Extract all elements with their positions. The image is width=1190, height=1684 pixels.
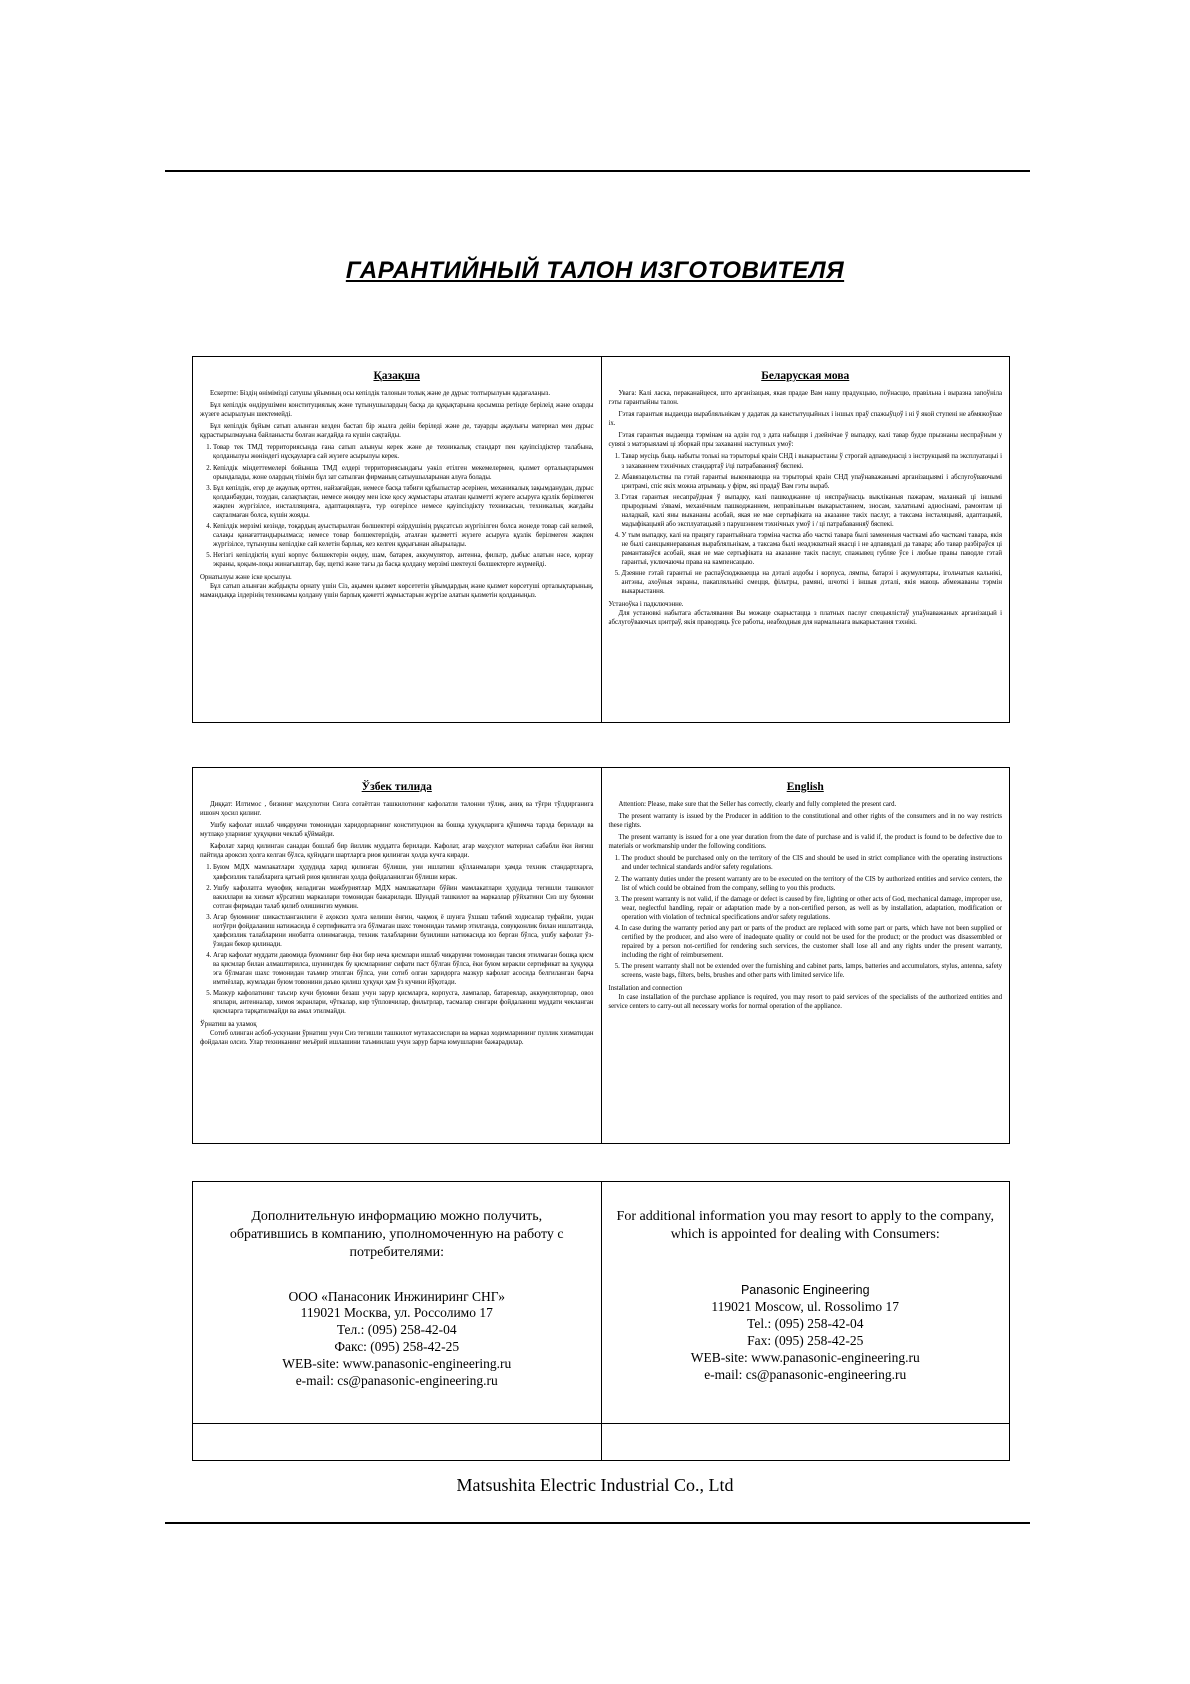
- company-website: WEB-site: www.panasonic-engineering.ru: [282, 1356, 512, 1372]
- company-website: WEB-site: www.panasonic-engineering.ru: [690, 1349, 920, 1365]
- install-title: Орнатылуы және іске қосылуы.: [200, 573, 292, 581]
- condition-item: 1. The product should be purchased only on the territory of the CIS and should be used in strict compliance with the operating instructions and under technical standards and/or safety regulations.: [622, 854, 1003, 872]
- bottom-rule: [165, 1522, 1030, 1524]
- install-text: Бұл сатып алынған жабдықты орнату үшін Сіз, ақымен қызмет көрсететін ұйымдардың және қызмет көрсетуші орталықтарының, мамандыққа ілдерінің техникамы қолдану үшін барлық қажетті жұмыстарын жүргізе алатын қызметін қолданыңыз.: [200, 582, 594, 599]
- section-heading: Ўзбек тилида: [361, 781, 432, 793]
- company-email: e-mail: cs@panasonic-engineering.ru: [704, 1366, 907, 1382]
- intro-paragraph: Гэтая гарантыя выдаецца тэрмінам на адзін год з дата набыцця і дзейнічае ў выпадку, калі тавар будзе прызнаны неспраўным у сувязі з матэрыяламі ці зборкай пры захаванні наступных умоў:: [608, 432, 1002, 449]
- intro-paragraph: The present warranty is issued for a one year duration from the date of purchase and is valid if, the product is found to be defective due to materials or workmanship under the following conditions.: [608, 834, 1002, 851]
- condition-item: 4. У тым выпадку, калі на працягу гарантыйнага тэрміна частка або часткі тавара былі замененыя часткамі або часткамі тавара, якія не былі санкцыянераваныя вырабляльнікам, а таксама былі неадэкватнай якасці і не адпавядалі да тавара; або тавар разбіраўся ці рамантаваўся асобай, якая не мае сертыфіката на аказанне такіх паслуг, спажывец губляе ўсе і любые правы паводле гэтай гарантыі, уключаючы права на кампенсацыю.: [622, 531, 1003, 567]
- condition-item: 3. Бұл кепілдік, егер де ақаулық өрттен, найзағайдан, немесе басқа табиғи құбылыстар әсерінен, механикалық зақымданудан, дұрыс қолданбаудан, тозудан, салақтықтан, немесе жөндеу мен іске қосу жұмыстары аталған қызметті жүзеге асыруға құзлік берілмеген жақпен жүргізілсе, инсталляцияға, адаптациялауға, тур өзгерілсе немесе қауіпсіздікту техникасын, техникалық жағдайы сақталмаған болса, күшін жояды.: [213, 484, 594, 520]
- blank-field-right: [601, 1424, 1010, 1460]
- intro-paragraph: Гэтая гарантыя выдаецца вырабляльнікам у дадатак да канстытуцыйных і іншых праў спажыўцоў і ні ў якой ступені не абмяжоўвае іх.: [608, 411, 1002, 428]
- install-title: Installation and connection: [608, 984, 683, 992]
- section-uzbek: [193, 768, 601, 1143]
- condition-item: 2. The warranty duties under the present warranty are to be executed on the territory of the CIS by authorized entities and service centers, the list of which could be obtained from the company, selling to you this products.: [622, 875, 1003, 893]
- intro-paragraph: Бұл кепілдік өндірушімен конституциялық және тұтынушылардың басқа да құқықтарына қосымша ретінде берілеід және оларды жүзеге асырылуын шектемейді.: [200, 402, 594, 419]
- conditions-list: [200, 443, 594, 568]
- company-fax: Факс: (095) 258-42-25: [334, 1339, 460, 1355]
- contact-info-russian: [193, 1182, 601, 1423]
- condition-item: 5. Мазкур кафолатнинг таъсир кучи буюмни безаш учун зарур қисмларга, корпусга, лампалар, батареялар, аккумуляторлар, овоз ягилари, антенналар, химоя экранлари, чўткалар, кир тўпловчилар, фильтрлар, тасмалар сингари фойдаланиш муддати чекланган қисмларга тарқатилмайди ва амал этилмайди.: [213, 989, 594, 1016]
- company-address: 119021 Moscow, ul. Rossolimo 17: [711, 1299, 900, 1314]
- intro-paragraph: Attention: Please, make sure that the Seller has correctly, clearly and fully completed the present card.: [618, 801, 897, 809]
- section-heading: Қазақша: [373, 370, 421, 382]
- condition-item: 1. Товар тек ТМД территориясында ғана сатып алынуы керек және де техникалық стандарт пен қауіпсіздіктер талабына, қолданылуы жөніндегі нұсқауларға сай жүзеге асырылуы керек.: [213, 443, 594, 461]
- manufacturer-name: Matsushita Electric Industrial Co., Ltd: [456, 1475, 734, 1495]
- condition-item: 1. Тавар мусіць быць набыты толькі на тэрыторыі краін СНД і выкарыстаны ў строгай адпаведнасці з інструкцыяй па эксплуатацыі і з захаваннем тэхнічных стандартаў і/ці патрабаванняў бяспекі.: [622, 452, 1003, 470]
- condition-item: 5. Дзеянне гэтай гарантыі не распаўсюджваецца на дэталі аздобы і корпуса, лямпы, батарэі і акумулятары, ігольчатыя кальнікі, антэны, ахоўныя экраны, пакапляльнікі смецця, фільтры, рамяні, шчоткі і іншыя дэталі, якія маюць абмежаваны тэрмін выкарыстання.: [622, 569, 1003, 596]
- condition-item: 4. Кепілдік мерзімі кезінде, тоқардың ауыстырылған бөлшектері өзірдушінің рұқсатсыз жүргізілген болса жонеде товар сай келмей, салақы қанағаттандырылмаса; немесе товар бөлшектерлідің, аталған қызметті жүзеге асыруға құзлік берілмеген жақпен жүргізілсе, тұтынушы кепілдіке сай келетін барлық, кез келген құқығынан айырылады.: [213, 522, 594, 549]
- condition-item: 2. Абавязацельствы па гэтай гарантыі выконваюцца на тэрыторыі краін СНД упаўнаважанымі арганізацыямі і абслугоўваючымі цэнтрамі, спіс якіх можна атрымаць у фірм, які прадаў Вам гэты выраб.: [622, 473, 1003, 491]
- install-title: Ўрнатиш ва уламоқ: [200, 1020, 257, 1028]
- section-kazakh: [193, 357, 601, 722]
- company-phone: Tel.: (095) 258-42-04: [747, 1315, 864, 1331]
- install-text: Сотиб олинган асбоб-ускунани ўрнатиш учун Сиз тегишли ташкилот мутахассислари ва марказ ходимларининг пуллик хизматидан фойдалан олсиз. Улар техниканинг меъёрий ишлашини таъминлаш учун зарур барча юмушларни бажарадилар.: [200, 1030, 594, 1047]
- condition-item: 5. Негізгі кепілдіктің күші корпус бөлшектерін өндеу, шам, батарея, аккумулятор, антенна, фильтр, дыбыс алатын нәсе, қорғау экраны, қоқым-лоқы жинағыштар, бау, щеткі және тағы да басқа қолдану мерзімі шектеулі бөлшектерге жүрмейді.: [213, 551, 594, 569]
- install-text: Для установкі набытага абсталявання Вы можаце скарыстацца з платных паслуг спецыялістаў упаўнаважаных арганізацый і абслугоўваючых цэнтраў, якія праводзяць ўсе работы, неабходныя для нармальнага выкарыстання тэхнікі.: [608, 609, 1002, 626]
- intro-paragraph: Диққат: Илтимос , бизнинг маҳсулотни Сизга сотаётган ташкилотнинг кафолатли талонни тўлиқ, аниқ ва тўғри тўлдирганига ишонч ҳосил қилинг.: [200, 801, 594, 818]
- condition-item: 3. Агар буюмнинг шикастланганлиги ё аҳоксиз ҳолга келиши ёнғин, чақмоқ ё шунга ўхшаш табиий ходисалар туфайли, уидан нотўғри фойдаланиш натижасида ё сертификатга эга бўлмаган шахс томонидан таъмир этилганда, совуқконлик билан ишлатганда, ҳавфсизлик талабларини инобатга олинмаганда, техник талабларини бузилиши натижасида юз берган бўлса, ушбу кафолат ўз-ўзидан бекор қилинади.: [213, 913, 594, 949]
- conditions-list: [609, 452, 1003, 595]
- company-name: Panasonic Engineering: [740, 1283, 870, 1298]
- condition-item: 4. In case during the warranty period any part or parts of the product are replaced with some part or parts, which have not been supplied or certified by the producer, and also were of inadequate quality or could not be used for the product; or the product was disassembled or repaired by a person not-certified for rendering such services, the customer shall lose all and any rights under the present warranty, including the right of reimbursement.: [622, 924, 1003, 960]
- top-rule: [165, 170, 1030, 172]
- conditions-list: [609, 854, 1003, 979]
- intro-paragraph: Бұл кепілдік бұйым сатып алынған кезден бастап бір жылға дейін беріледі және де, тауарды ақаулығы материал мен дұрыс құрастырылмауына байланысты болған жағдайда ға күшін сақтайды.: [200, 423, 594, 440]
- condition-item: 4. Агар кафолат муддати давомида буюмнинг бир ёки бир неча қисмлари ишлаб чиқарувчи томонидан тавсия этилмаган бошқа қисм ва қисмлар билан алмаштирилса, шунингдек бу қисмларнинг сифати паст бўлган бўлса, ёки буюм керакли сертификат ва ҳуқуққа эга бўлмаган шахс томонидан таъмир этилган бўлса, уни сотиб олган харидорга мазкур кафолат асосида белгиланган барча имтиёзлар, жумладан буюм товонини даъво қилиш ҳуқуқи ҳам ўз кучини йўқотади.: [213, 951, 594, 987]
- condition-item: 5. The present warranty shall not be extended over the furnishing and cabinet parts, lamps, batteries and accumulators, stylus, antenna, safety screens, waste bags, filters, belts, brushes and other parts with limited service life.: [622, 962, 1003, 980]
- contact-info-english: [601, 1182, 1010, 1423]
- section-belarusian: [601, 357, 1010, 722]
- company-fax: Fax: (095) 258-42-25: [747, 1332, 864, 1348]
- intro-paragraph: Ушбу кафолат ишлаб чиқарувчи томонидан харидорларнинг конституцион ва бошқа ҳуқуқларига қўшимча тарзда берилади ва мутлақо уларнинг ҳуқуқини чеклаб қўймайди.: [200, 822, 594, 839]
- install-text: In case installation of the purchase appliance is required, you may resort to paid services of the specialists of the authorized entities and service centers to carry-out all necessary works for normal operation of the appliance.: [608, 993, 1002, 1010]
- section-english: [601, 768, 1010, 1143]
- page-title: ГАРАНТИЙНЫЙ ТАЛОН ИЗГОТОВИТЕЛЯ: [345, 257, 845, 284]
- intro-paragraph: Ескертпе: Біздің өнімімізді сатушы ұйымның осы кепілдік талонын толық және де дұрыс толтырылуын қадағалаңыз.: [210, 390, 551, 398]
- install-title: Устаноўка і падключэнне.: [608, 600, 684, 608]
- section-heading: English: [786, 781, 824, 793]
- company-phone: Тел.: (095) 258-42-04: [336, 1322, 457, 1338]
- blank-field-left: [193, 1424, 601, 1460]
- condition-item: 3. Гэтая гарантыя несапраўдная ў выпадку, калі пашкоджанне ці няспраўнасць выкліканыя пажарам, маланкай ці іншымі прыроднымі з'явамі, механічным пашкоджаннем, неправільным выкарыстаннем, зносам, халатнымі адносінамі, рамонтам ці наладкай, калі яны выкананы асобай, якая не мае сертыфіката на аказанне такіх паслуг, а таксама інсталяцыяй, адаптацыяй, мадыфікацыяй або эксплуатацыяй з парушэннем тэхнічных умоў і / ці патрабаванняў бяспекі.: [622, 493, 1003, 529]
- company-name: ООО «Панасоник Инжиниринг СНГ»: [288, 1288, 505, 1304]
- condition-item: 2. Кепілдік міндеттемелері бойынша ТМД елдері территориясындағы уәкіл етілген мекемелермен, қызмет орталықтарымен орындалады, жоне олардың тізімін бұл зат сатылған фирманың сатыушыларынан алуға болады.: [213, 464, 594, 482]
- warranty-panel-kz-by: [192, 356, 1010, 723]
- intro-paragraph: Кафолат харид қилинган санадан бошлаб бир йиллик муддатга берилади. Кафолат, агар маҳсулот материал сабабли ёки йиғиш пайтида ароксиз ҳолга келган бўлса, қуйидаги шартларга риоя қилинган ҳолда кучга киради.: [200, 843, 594, 860]
- conditions-list: [200, 863, 594, 1016]
- condition-item: 3. The present warranty is not valid, if the damage or defect is caused by fire, lighting or other acts of God, mechanical damage, improper use, wear, neglectful handling, repair or adaptation made by a non-certified person, as well as by installation, adaptation, modification or operation with violation of technical specifications and/or safety regulations.: [622, 895, 1003, 922]
- contact-intro: Дополнительную информацию можно получить, обратившись в компанию, уполномоченную на работу с потребителями:: [229, 1209, 564, 1261]
- section-heading: Беларуская мова: [761, 370, 850, 382]
- warranty-panel-uz-en: [192, 767, 1010, 1144]
- company-email: e-mail: cs@panasonic-engineering.ru: [295, 1372, 498, 1388]
- contact-info-panel: [192, 1181, 1010, 1461]
- contact-intro: For additional information you may resort to apply to the company, which is appointed for dealing with Consumers:: [616, 1209, 994, 1243]
- intro-paragraph: Увага: Калі ласка, пераканайцеся, што арганізацыя, якая прадае Вам нашу прадукцыю, поўнасцю, правільна і выразна запоўніла гэты гарантыйны талон.: [608, 390, 1002, 407]
- intro-paragraph: The present warranty is issued by the Producer in addition to the constitutional and other rights of the consumers and in no way restricts these rights.: [608, 813, 1002, 830]
- company-address: 119021 Москва, ул. Россолимо 17: [300, 1305, 493, 1321]
- condition-item: 1. Буюм МДХ мамлакатлари ҳудудида харид қилинган бўлиши, уни ишлатиш қўлланмалари ҳамда техник стандартларга, ҳавфсизлик талабларига қатъий риоя қилинган ҳолда фойдаланилган бўлиши керак.: [213, 863, 594, 881]
- condition-item: 2. Ушбу кафолатга мувофиқ келадиган мажбуриятлар МДХ мамлакатлари бўйин мамлакатлари ҳудудида тегишли ташкилот вакиллари ва хизмат кўрсатиш марказлари томонидан бажарилади. Шундай ташкилот ва марказлар рўйхатини Сиз шу буюмни сотган фирмадан талаб қилиб олишингиз мумкин.: [213, 884, 594, 911]
